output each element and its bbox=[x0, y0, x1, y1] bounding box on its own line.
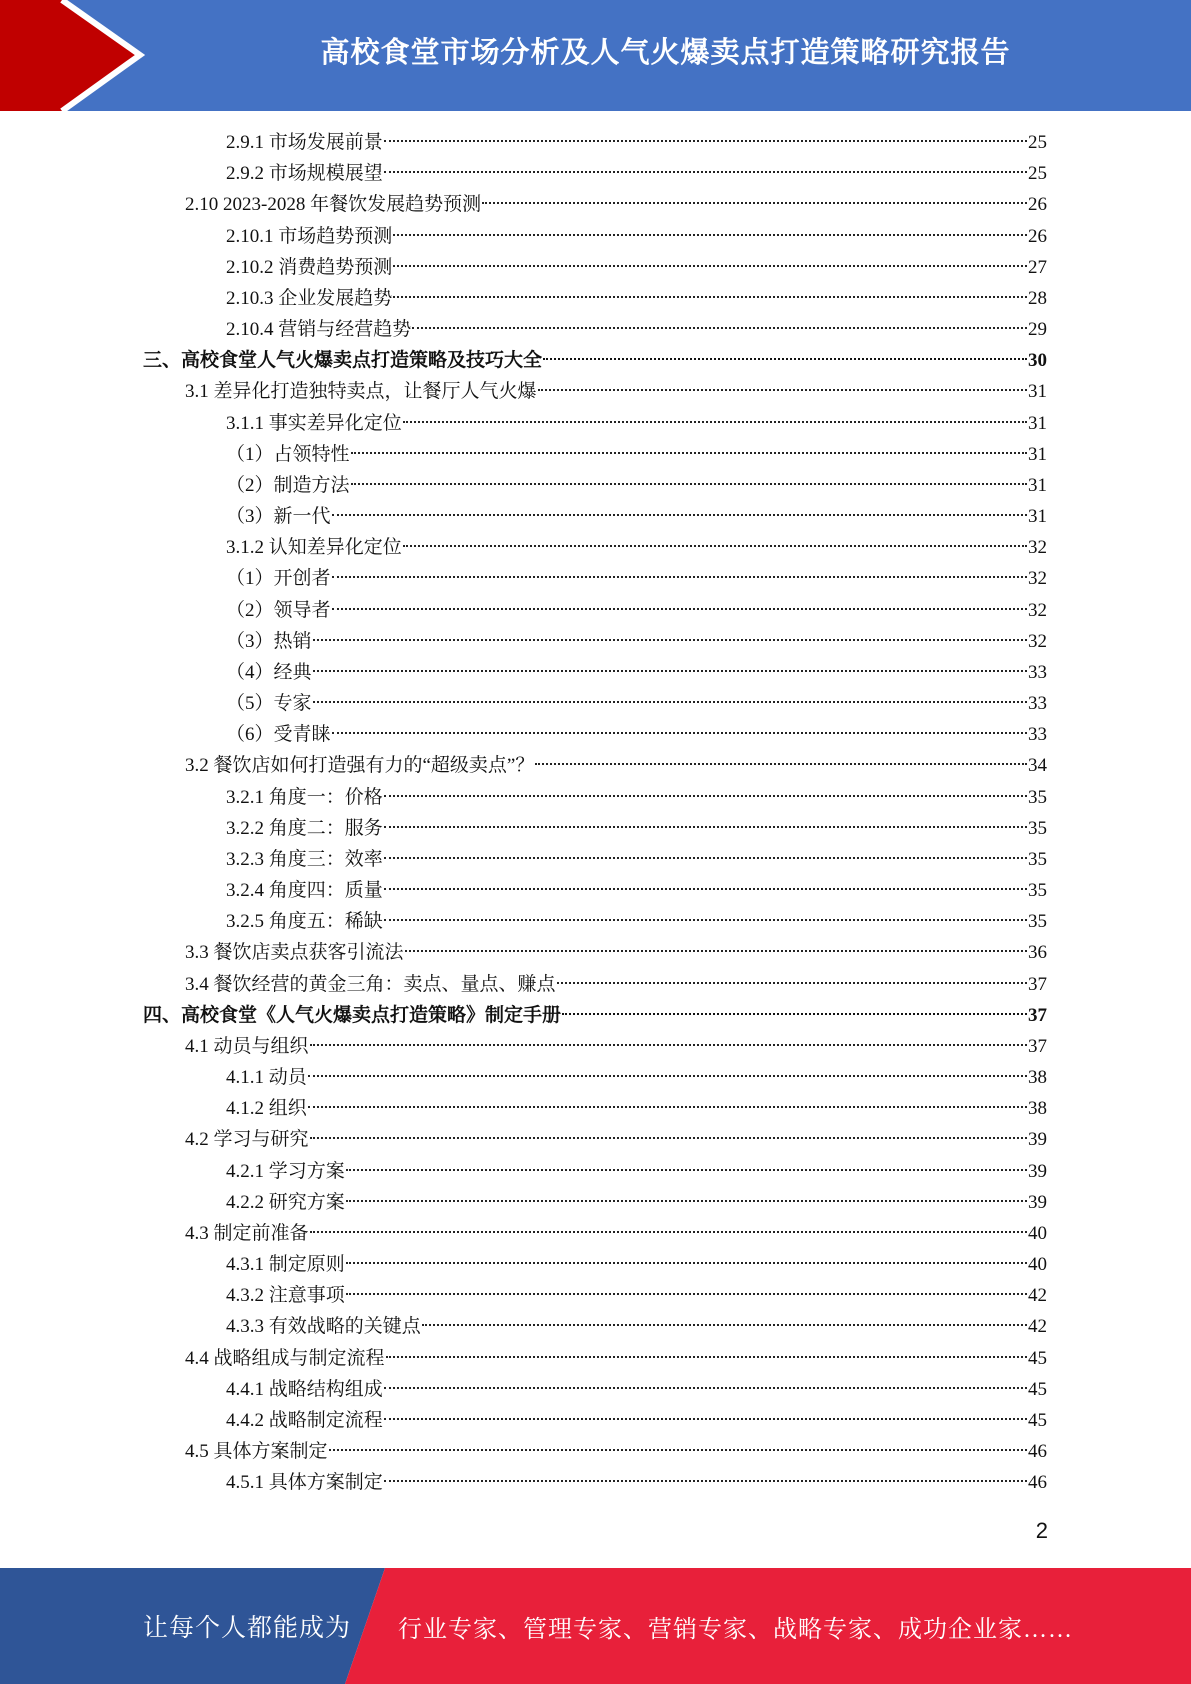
toc-entry-page: 28 bbox=[1028, 288, 1047, 309]
toc-entry[interactable] bbox=[226, 844, 1047, 875]
toc-dot-leader bbox=[384, 1387, 1027, 1389]
toc-entry[interactable] bbox=[226, 127, 1047, 158]
toc-entry-label: 3.2.4 角度四：质量 bbox=[226, 880, 383, 901]
toc-entry-label: 3.2.3 角度三：效率 bbox=[226, 849, 383, 870]
toc-entry[interactable] bbox=[226, 532, 1047, 563]
toc-entry[interactable] bbox=[185, 376, 1047, 407]
toc-dot-leader bbox=[313, 670, 1027, 672]
toc-entry[interactable] bbox=[226, 1187, 1047, 1218]
toc-entry[interactable] bbox=[226, 782, 1047, 813]
toc-entry-label: 四、高校食堂《人气火爆卖点打造策略》制定手册 bbox=[143, 1005, 562, 1026]
toc-entry-page: 33 bbox=[1028, 662, 1047, 683]
toc-entry-label: 三、高校食堂人气火爆卖点打造策略及技巧大全 bbox=[143, 350, 543, 371]
toc-entry-label: 4.3.3 有效战略的关键点 bbox=[226, 1316, 421, 1337]
toc-entry-label: 4.3.2 注意事项 bbox=[226, 1285, 345, 1306]
toc-entry-page: 38 bbox=[1028, 1098, 1047, 1119]
toc-entry-page: 38 bbox=[1028, 1067, 1047, 1088]
toc-dot-leader bbox=[308, 1106, 1027, 1108]
toc-entry[interactable] bbox=[226, 283, 1047, 314]
toc-entry-page: 26 bbox=[1028, 194, 1047, 215]
toc-entry[interactable] bbox=[226, 1374, 1047, 1405]
toc-entry-page: 39 bbox=[1028, 1129, 1047, 1150]
toc-dot-leader bbox=[384, 795, 1027, 797]
toc-entry-page: 32 bbox=[1028, 537, 1047, 558]
toc-entry-page: 31 bbox=[1028, 381, 1047, 402]
toc-entry-label: 2.10.4 营销与经营趋势 bbox=[226, 319, 412, 340]
toc-dot-leader bbox=[351, 483, 1027, 485]
header-red-chevron bbox=[0, 0, 138, 111]
toc-entry-page: 32 bbox=[1028, 568, 1047, 589]
toc-dot-leader bbox=[412, 327, 1027, 329]
toc-entry-page: 30 bbox=[1028, 350, 1047, 371]
toc-entry-page: 32 bbox=[1028, 600, 1047, 621]
toc-entry-page: 46 bbox=[1028, 1441, 1047, 1462]
toc-entry-page: 35 bbox=[1028, 911, 1047, 932]
toc-entry-label: 4.5 具体方案制定 bbox=[185, 1441, 328, 1462]
toc-entry[interactable] bbox=[226, 252, 1047, 283]
toc-dot-leader bbox=[384, 171, 1027, 173]
toc-entry[interactable] bbox=[226, 1156, 1047, 1187]
toc-entry-page: 45 bbox=[1028, 1410, 1047, 1431]
toc-dot-leader bbox=[543, 358, 1027, 360]
toc-dot-leader bbox=[346, 1200, 1027, 1202]
toc-entry[interactable] bbox=[143, 345, 1047, 376]
toc-entry-page: 27 bbox=[1028, 257, 1047, 278]
toc-entry[interactable] bbox=[226, 595, 1047, 626]
toc-entry-page: 39 bbox=[1028, 1192, 1047, 1213]
toc-dot-leader bbox=[384, 140, 1027, 142]
toc-dot-leader bbox=[310, 1137, 1027, 1139]
toc-entry-label: 3.1.1 事实差异化定位 bbox=[226, 413, 402, 434]
toc-entry-label: 3.4 餐饮经营的黄金三角：卖点、量点、赚点 bbox=[185, 974, 556, 995]
page-header bbox=[0, 0, 1191, 111]
toc-entry-page: 42 bbox=[1028, 1285, 1047, 1306]
toc-entry-label: 3.2.2 角度二：服务 bbox=[226, 818, 383, 839]
toc-entry-page: 37 bbox=[1028, 1005, 1047, 1026]
toc-entry[interactable] bbox=[226, 158, 1047, 189]
toc-entry[interactable] bbox=[185, 1218, 1047, 1249]
toc-entry[interactable] bbox=[226, 626, 1047, 657]
toc-entry-label: （1）占领特性 bbox=[226, 444, 350, 465]
toc-entry-label: 2.9.2 市场规模展望 bbox=[226, 163, 383, 184]
toc-entry-label: 4.3 制定前准备 bbox=[185, 1223, 309, 1244]
toc-dot-leader bbox=[562, 1013, 1027, 1015]
toc-entry[interactable] bbox=[226, 563, 1047, 594]
toc-entry-page: 35 bbox=[1028, 849, 1047, 870]
toc-entry[interactable] bbox=[143, 1000, 1047, 1031]
page-number: 2 bbox=[1035, 1518, 1048, 1543]
toc-entry-label: 4.5.1 具体方案制定 bbox=[226, 1472, 383, 1493]
toc-entry-label: （3）新一代 bbox=[226, 506, 331, 527]
toc-entry-label: 4.1.1 动员 bbox=[226, 1067, 307, 1088]
toc-entry-label: 3.1.2 认知差异化定位 bbox=[226, 537, 402, 558]
toc-entry-label: 4.2 学习与研究 bbox=[185, 1129, 309, 1150]
toc-entry-page: 31 bbox=[1028, 444, 1047, 465]
toc-dot-leader bbox=[346, 1169, 1027, 1171]
toc-entry-page: 45 bbox=[1028, 1348, 1047, 1369]
toc-entry-page: 37 bbox=[1028, 1036, 1047, 1057]
report-title: 高校食堂市场分析及人气火爆卖点打造策略研究报告 bbox=[320, 34, 1011, 69]
toc-entry[interactable] bbox=[226, 719, 1047, 750]
toc-dot-leader bbox=[332, 576, 1027, 578]
toc-dot-leader bbox=[351, 452, 1027, 454]
toc-entry[interactable] bbox=[226, 1311, 1047, 1342]
toc-entry-label: 3.1 差异化打造独特卖点，让餐厅人气火爆 bbox=[185, 381, 537, 402]
toc-entry[interactable] bbox=[185, 189, 1047, 220]
toc-entry-label: 2.10.3 企业发展趋势 bbox=[226, 288, 393, 309]
toc-dot-leader bbox=[332, 732, 1027, 734]
toc-entry-page: 37 bbox=[1028, 974, 1047, 995]
toc-dot-leader bbox=[313, 639, 1027, 641]
toc-entry[interactable] bbox=[226, 408, 1047, 439]
toc-entry-label: 2.10 2023-2028 年餐饮发展趋势预测 bbox=[185, 194, 482, 215]
toc-dot-leader bbox=[313, 701, 1027, 703]
toc-dot-leader bbox=[393, 265, 1027, 267]
page-footer bbox=[0, 1568, 1191, 1684]
toc-entry-label: 4.4.2 战略制定流程 bbox=[226, 1410, 383, 1431]
toc-entry-page: 25 bbox=[1028, 132, 1047, 153]
toc-entry-label: 4.2.2 研究方案 bbox=[226, 1192, 345, 1213]
toc-entry[interactable] bbox=[185, 1124, 1047, 1155]
toc-entry[interactable] bbox=[226, 439, 1047, 470]
toc-dot-leader bbox=[308, 1075, 1027, 1077]
toc-entry[interactable] bbox=[226, 1062, 1047, 1093]
toc-entry[interactable] bbox=[226, 688, 1047, 719]
toc-dot-leader bbox=[384, 826, 1027, 828]
toc-entry-label: 4.2.1 学习方案 bbox=[226, 1161, 345, 1182]
toc-entry-page: 45 bbox=[1028, 1379, 1047, 1400]
toc-entry-page: 31 bbox=[1028, 506, 1047, 527]
toc-entry-page: 33 bbox=[1028, 693, 1047, 714]
toc-entry-label: 3.2.5 角度五：稀缺 bbox=[226, 911, 383, 932]
toc-dot-leader bbox=[557, 982, 1027, 984]
toc-dot-leader bbox=[422, 1324, 1027, 1326]
toc-dot-leader bbox=[386, 1356, 1027, 1358]
toc-entry-label: 4.1 动员与组织 bbox=[185, 1036, 309, 1057]
toc-entry-label: （3）热销 bbox=[226, 631, 312, 652]
toc-entry-label: 2.10.2 消费趋势预测 bbox=[226, 257, 393, 278]
toc-entry-page: 40 bbox=[1028, 1254, 1047, 1275]
toc-entry-label: 3.3 餐饮店卖点获客引流法 bbox=[185, 942, 404, 963]
toc-entry-label: （6）受青睐 bbox=[226, 724, 331, 745]
toc-entry[interactable] bbox=[226, 657, 1047, 688]
toc-entry-label: 3.2.1 角度一：价格 bbox=[226, 787, 383, 808]
toc-entry-label: 4.3.1 制定原则 bbox=[226, 1254, 345, 1275]
footer-slogan-left: 让每个人都能成为 bbox=[143, 1615, 352, 1642]
footer-slogan-right: 行业专家、管理专家、营销专家、战略专家、成功企业家…… bbox=[398, 1616, 1073, 1643]
toc-entry-label: （4）经典 bbox=[226, 662, 312, 683]
toc-dot-leader bbox=[403, 545, 1027, 547]
toc-entry-page: 26 bbox=[1028, 226, 1047, 247]
toc-entry[interactable] bbox=[226, 1405, 1047, 1436]
toc-entry-label: （1）开创者 bbox=[226, 568, 331, 589]
toc-dot-leader bbox=[329, 1449, 1027, 1451]
toc-dot-leader bbox=[482, 202, 1027, 204]
toc-entry[interactable] bbox=[226, 1467, 1047, 1498]
toc-entry-page: 36 bbox=[1028, 942, 1047, 963]
toc-entry-label: 4.4.1 战略结构组成 bbox=[226, 1379, 383, 1400]
toc-entry[interactable] bbox=[226, 1280, 1047, 1311]
toc-dot-leader bbox=[332, 514, 1027, 516]
toc-entry[interactable] bbox=[226, 221, 1047, 252]
toc-entry[interactable] bbox=[226, 813, 1047, 844]
toc-entry-page: 34 bbox=[1028, 755, 1047, 776]
toc-entry-page: 46 bbox=[1028, 1472, 1047, 1493]
toc-dot-leader bbox=[393, 296, 1027, 298]
toc-entry-label: （2）制造方法 bbox=[226, 475, 350, 496]
header-flag-graphic bbox=[0, 0, 160, 111]
toc-entry[interactable] bbox=[226, 875, 1047, 906]
toc-dot-leader bbox=[538, 389, 1027, 391]
toc-dot-leader bbox=[384, 888, 1027, 890]
toc-entry-label: （2）领导者 bbox=[226, 600, 331, 621]
toc-entry[interactable] bbox=[185, 1031, 1047, 1062]
toc-entry-page: 42 bbox=[1028, 1316, 1047, 1337]
toc-entry-page: 32 bbox=[1028, 631, 1047, 652]
toc-entry[interactable] bbox=[185, 937, 1047, 968]
toc-dot-leader bbox=[393, 234, 1027, 236]
toc-dot-leader bbox=[310, 1044, 1027, 1046]
toc-entry-page: 35 bbox=[1028, 880, 1047, 901]
toc-entry-page: 39 bbox=[1028, 1161, 1047, 1182]
toc-entry-page: 29 bbox=[1028, 319, 1047, 340]
toc-entry-page: 33 bbox=[1028, 724, 1047, 745]
toc-entry-page: 35 bbox=[1028, 787, 1047, 808]
toc-dot-leader bbox=[310, 1231, 1027, 1233]
toc-dot-leader bbox=[384, 1418, 1027, 1420]
toc-dot-leader bbox=[535, 763, 1027, 765]
toc-entry[interactable] bbox=[226, 501, 1047, 532]
toc-entry-label: 4.4 战略组成与制定流程 bbox=[185, 1348, 385, 1369]
toc-dot-leader bbox=[346, 1293, 1027, 1295]
toc-entry[interactable] bbox=[226, 470, 1047, 501]
toc-entry-label: 4.1.2 组织 bbox=[226, 1098, 307, 1119]
toc-dot-leader bbox=[384, 919, 1027, 921]
toc-entry-label: 2.10.1 市场趋势预测 bbox=[226, 226, 393, 247]
toc-entry-page: 25 bbox=[1028, 163, 1047, 184]
toc-entry[interactable] bbox=[226, 314, 1047, 345]
toc-entry-page: 31 bbox=[1028, 475, 1047, 496]
toc-entry-page: 40 bbox=[1028, 1223, 1047, 1244]
toc-entry-label: （5）专家 bbox=[226, 693, 312, 714]
toc-dot-leader bbox=[403, 421, 1027, 423]
toc-entry[interactable] bbox=[226, 1093, 1047, 1124]
toc-entry[interactable] bbox=[185, 1343, 1047, 1374]
toc-entry[interactable] bbox=[226, 1249, 1047, 1280]
toc-entry[interactable] bbox=[185, 750, 1047, 781]
toc-dot-leader bbox=[332, 608, 1027, 610]
toc-entry[interactable] bbox=[185, 969, 1047, 1000]
toc-entry-page: 31 bbox=[1028, 413, 1047, 434]
toc-dot-leader bbox=[384, 857, 1027, 859]
toc-dot-leader bbox=[346, 1262, 1027, 1264]
toc-entry-label: 2.9.1 市场发展前景 bbox=[226, 132, 383, 153]
toc-entry-label: 3.2 餐饮店如何打造强有力的“超级卖点”？ bbox=[185, 755, 535, 776]
toc-entry[interactable] bbox=[185, 1436, 1047, 1467]
toc-entry[interactable] bbox=[226, 906, 1047, 937]
toc-dot-leader bbox=[405, 950, 1027, 952]
toc-entry-page: 35 bbox=[1028, 818, 1047, 839]
toc-dot-leader bbox=[384, 1480, 1027, 1482]
